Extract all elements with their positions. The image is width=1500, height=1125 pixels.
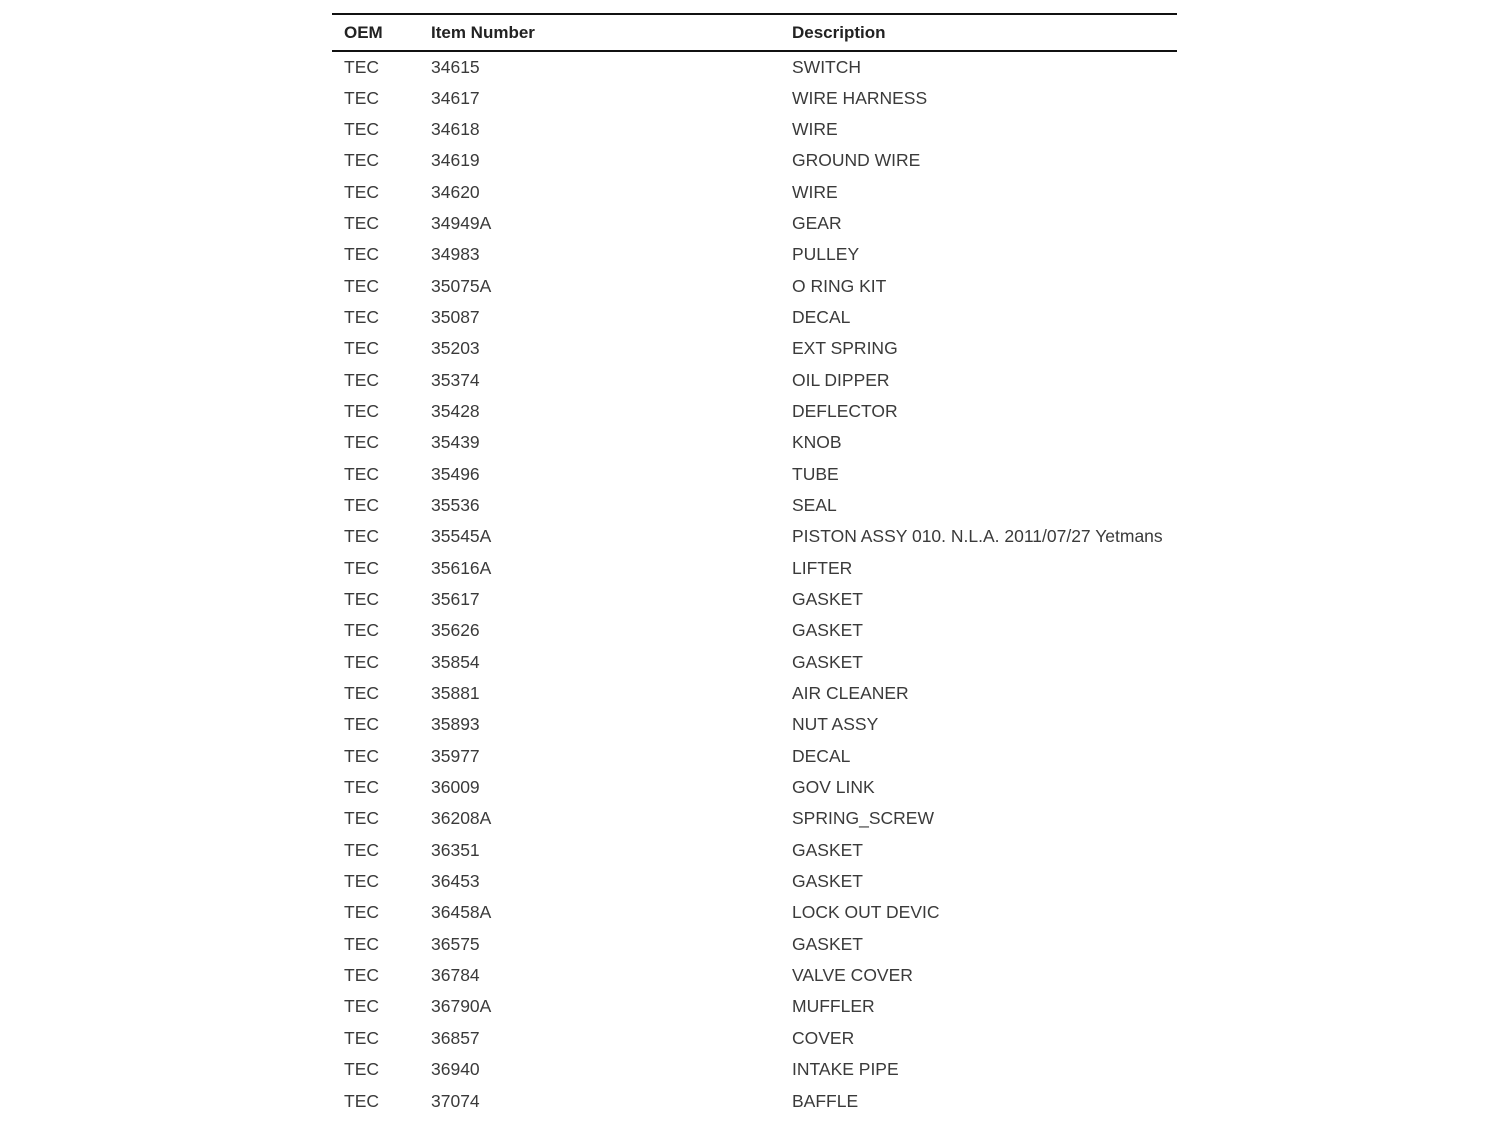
cell-item-number: 34949A <box>431 212 492 233</box>
cell-item-number: 36940 <box>431 1059 480 1080</box>
table-row <box>332 458 1177 489</box>
cell-item-number: 35087 <box>431 306 480 327</box>
cell-item-number: 35496 <box>431 463 480 484</box>
cell-item-number: 34983 <box>431 244 480 265</box>
cell-description: O RING KIT <box>792 275 887 296</box>
table-row <box>332 333 1177 364</box>
cell-oem: TEC <box>344 871 379 892</box>
cell-oem: TEC <box>344 651 379 672</box>
cell-item-number: 34617 <box>431 87 480 108</box>
cell-item-number: 34620 <box>431 181 480 202</box>
cell-item-number: 35203 <box>431 338 480 359</box>
cell-oem: TEC <box>344 933 379 954</box>
cell-description: WIRE HARNESS <box>792 87 928 108</box>
cell-oem: TEC <box>344 745 379 766</box>
cell-oem: TEC <box>344 432 379 453</box>
table-row <box>332 364 1177 395</box>
cell-item-number: 36208A <box>431 808 492 829</box>
table-row <box>332 772 1177 803</box>
cell-oem: TEC <box>344 56 379 77</box>
table-row <box>332 615 1177 646</box>
table-row <box>332 145 1177 176</box>
cell-description: OIL DIPPER <box>792 369 890 390</box>
cell-description: WIRE <box>792 181 838 202</box>
cell-item-number: 35893 <box>431 714 480 735</box>
cell-item-number: 35977 <box>431 745 480 766</box>
cell-item-number: 36784 <box>431 965 480 986</box>
cell-description: GASKET <box>792 871 863 892</box>
cell-description: GASKET <box>792 589 863 610</box>
table-row <box>332 866 1177 897</box>
table-row <box>332 929 1177 960</box>
cell-oem: TEC <box>344 494 379 515</box>
cell-oem: TEC <box>344 620 379 641</box>
parts-table <box>332 13 1177 1117</box>
cell-oem: TEC <box>344 714 379 735</box>
cell-oem: TEC <box>344 150 379 171</box>
column-header-description: Description <box>792 14 1177 51</box>
cell-description: PULLEY <box>792 244 860 265</box>
cell-description: NUT ASSY <box>792 714 879 735</box>
cell-item-number: 36790A <box>431 996 492 1017</box>
cell-oem: TEC <box>344 463 379 484</box>
cell-description: PISTON ASSY 010. N.L.A. 2011/07/27 Yetmans <box>792 526 1163 547</box>
cell-oem: TEC <box>344 589 379 610</box>
column-header-oem: OEM <box>332 14 431 51</box>
cell-description: COVER <box>792 1027 855 1048</box>
cell-description: LIFTER <box>792 557 853 578</box>
table-row <box>332 584 1177 615</box>
cell-oem: TEC <box>344 839 379 860</box>
table-row <box>332 835 1177 866</box>
cell-description: EXT SPRING <box>792 338 898 359</box>
cell-item-number: 35881 <box>431 683 480 704</box>
cell-description: GASKET <box>792 839 863 860</box>
cell-item-number: 35428 <box>431 400 480 421</box>
table-row <box>332 490 1177 521</box>
cell-oem: TEC <box>344 1027 379 1048</box>
cell-oem: TEC <box>344 902 379 923</box>
cell-description: DECAL <box>792 745 851 766</box>
cell-oem: TEC <box>344 1059 379 1080</box>
table-row <box>332 176 1177 207</box>
cell-item-number: 36857 <box>431 1027 480 1048</box>
cell-description: SWITCH <box>792 56 862 77</box>
cell-description: INTAKE PIPE <box>792 1059 899 1080</box>
table-row <box>332 396 1177 427</box>
cell-item-number: 36453 <box>431 871 480 892</box>
cell-item-number: 37074 <box>431 1090 480 1111</box>
table-row <box>332 521 1177 552</box>
cell-item-number: 35616A <box>431 557 492 578</box>
cell-oem: TEC <box>344 965 379 986</box>
table-row <box>332 239 1177 270</box>
cell-item-number: 35075A <box>431 275 492 296</box>
cell-description: GASKET <box>792 620 863 641</box>
table-row <box>332 1054 1177 1085</box>
table-row <box>332 82 1177 113</box>
cell-description: DECAL <box>792 306 851 327</box>
cell-oem: TEC <box>344 369 379 390</box>
cell-description: SPRING_SCREW <box>792 808 934 829</box>
table-row <box>332 897 1177 928</box>
cell-item-number: 36575 <box>431 933 480 954</box>
table-row <box>332 1023 1177 1054</box>
cell-item-number: 36351 <box>431 839 480 860</box>
cell-item-number: 34618 <box>431 118 480 139</box>
cell-oem: TEC <box>344 181 379 202</box>
cell-description: AIR CLEANER <box>792 683 909 704</box>
table-row <box>332 208 1177 239</box>
cell-oem: TEC <box>344 996 379 1017</box>
header-row <box>332 14 1177 51</box>
table-row <box>332 960 1177 991</box>
cell-item-number: 35854 <box>431 651 480 672</box>
table-row <box>332 803 1177 834</box>
cell-oem: TEC <box>344 1090 379 1111</box>
table-row <box>332 427 1177 458</box>
cell-oem: TEC <box>344 808 379 829</box>
cell-item-number: 34619 <box>431 150 480 171</box>
table-row <box>332 114 1177 145</box>
table-row <box>332 302 1177 333</box>
cell-description: BAFFLE <box>792 1090 859 1111</box>
cell-oem: TEC <box>344 118 379 139</box>
cell-item-number: 35536 <box>431 494 480 515</box>
cell-description: GASKET <box>792 651 863 672</box>
cell-description: GASKET <box>792 933 863 954</box>
cell-description: GOV LINK <box>792 777 875 798</box>
cell-oem: TEC <box>344 87 379 108</box>
table-row <box>332 678 1177 709</box>
table-row <box>332 709 1177 740</box>
cell-item-number: 36009 <box>431 777 480 798</box>
cell-oem: TEC <box>344 557 379 578</box>
cell-oem: TEC <box>344 683 379 704</box>
table-row <box>332 991 1177 1022</box>
table-header <box>332 14 1177 51</box>
cell-item-number: 35545A <box>431 526 492 547</box>
cell-oem: TEC <box>344 306 379 327</box>
cell-oem: TEC <box>344 212 379 233</box>
cell-item-number: 36458A <box>431 902 492 923</box>
table-body <box>332 51 1177 1117</box>
cell-item-number: 35374 <box>431 369 480 390</box>
cell-description: KNOB <box>792 432 842 453</box>
cell-description: SEAL <box>792 494 837 515</box>
column-header-item-number: Item Number <box>431 14 792 51</box>
cell-description: LOCK OUT DEVIC <box>792 902 940 923</box>
cell-item-number: 35617 <box>431 589 480 610</box>
cell-description: DEFLECTOR <box>792 400 898 421</box>
cell-description: MUFFLER <box>792 996 875 1017</box>
cell-description: GROUND WIRE <box>792 150 921 171</box>
table-row <box>332 553 1177 584</box>
cell-item-number: 34615 <box>431 56 480 77</box>
table-row <box>332 51 1177 82</box>
cell-oem: TEC <box>344 338 379 359</box>
table-row <box>332 647 1177 678</box>
cell-oem: TEC <box>344 244 379 265</box>
table-row <box>332 1085 1177 1116</box>
table-row <box>332 270 1177 301</box>
cell-description: TUBE <box>792 463 839 484</box>
cell-oem: TEC <box>344 526 379 547</box>
cell-description: GEAR <box>792 212 842 233</box>
table-row <box>332 741 1177 772</box>
cell-item-number: 35439 <box>431 432 480 453</box>
cell-description: WIRE <box>792 118 838 139</box>
cell-oem: TEC <box>344 275 379 296</box>
cell-description: VALVE COVER <box>792 965 913 986</box>
cell-item-number: 35626 <box>431 620 480 641</box>
cell-oem: TEC <box>344 777 379 798</box>
cell-oem: TEC <box>344 400 379 421</box>
